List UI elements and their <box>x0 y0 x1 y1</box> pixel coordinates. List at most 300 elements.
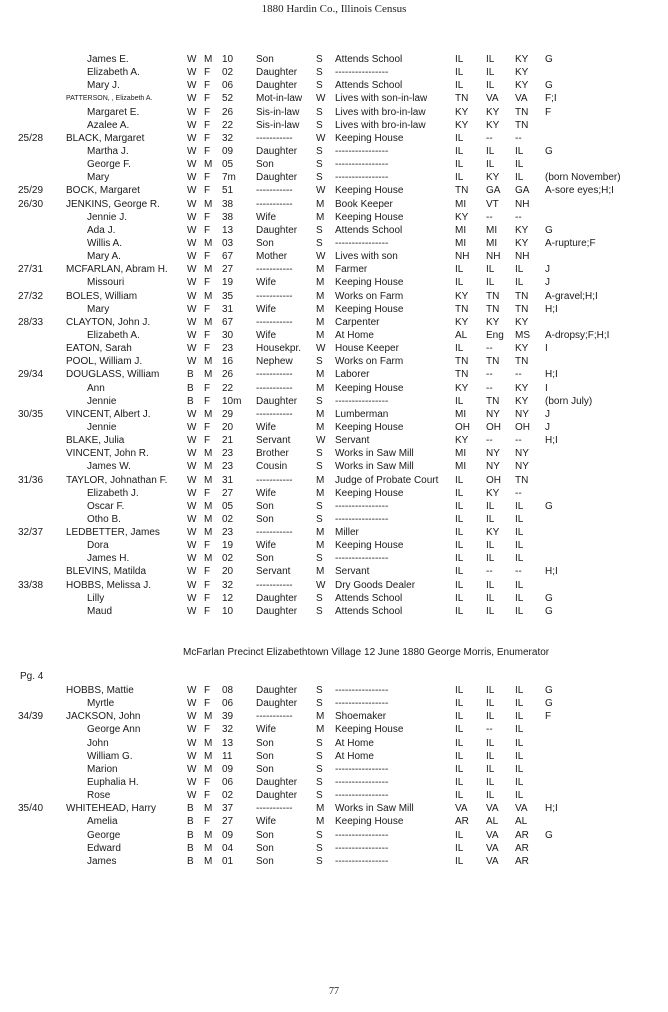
birthplace: MI <box>455 224 467 236</box>
mother-birthplace: KY <box>515 395 529 407</box>
household-number: 34/39 <box>18 711 44 723</box>
father-birthplace: -- <box>486 211 493 223</box>
father-birthplace: MI <box>486 237 498 249</box>
sex: M <box>204 829 213 841</box>
sex: M <box>204 159 213 171</box>
race: W <box>187 316 197 328</box>
census-row <box>0 316 668 329</box>
father-birthplace: -- <box>486 435 493 447</box>
father-birthplace: IL <box>486 159 495 171</box>
person-name: HOBBS, Mattie <box>66 685 134 696</box>
mother-birthplace: -- <box>515 566 522 578</box>
notes: G <box>545 698 553 710</box>
marital-status: M <box>316 369 325 381</box>
age: 22 <box>222 382 234 394</box>
age: 05 <box>222 500 234 512</box>
page-label: Pg. 4 <box>20 671 44 682</box>
occupation: Keeping House <box>335 382 404 394</box>
marital-status: W <box>316 343 326 355</box>
person-name: James <box>87 855 117 867</box>
age: 02 <box>222 790 234 802</box>
marital-status: M <box>316 487 325 499</box>
notes: H;I <box>545 435 558 447</box>
father-birthplace: TN <box>486 290 500 302</box>
father-birthplace: IL <box>486 605 495 617</box>
marital-status: M <box>316 566 325 578</box>
sex: F <box>204 106 211 118</box>
notes: H;I <box>545 369 558 381</box>
age: 29 <box>222 408 234 420</box>
age: 23 <box>222 461 234 473</box>
birthplace: IL <box>455 132 464 144</box>
father-birthplace: IL <box>486 513 495 525</box>
race: W <box>187 592 197 604</box>
age: 13 <box>222 224 234 236</box>
occupation: Keeping House <box>335 487 404 499</box>
occupation: ---------------- <box>335 500 389 512</box>
race: W <box>187 763 197 775</box>
marital-status: S <box>316 145 323 157</box>
race: W <box>187 237 197 249</box>
sex: F <box>204 343 211 355</box>
occupation: Lives with bro-in-law <box>335 106 426 118</box>
age: 52 <box>222 93 234 105</box>
sex: M <box>204 763 213 775</box>
marital-status: S <box>316 605 323 617</box>
mother-birthplace: IL <box>515 685 524 696</box>
age: 02 <box>222 67 234 79</box>
age: 10 <box>222 605 234 617</box>
census-row <box>0 395 668 408</box>
mother-birthplace: TN <box>515 303 529 315</box>
census-row <box>0 263 668 276</box>
marital-status: S <box>316 500 323 512</box>
relationship: Mot-in-law <box>256 93 303 105</box>
father-birthplace: VT <box>486 198 499 210</box>
census-row <box>0 303 668 316</box>
marital-status: S <box>316 237 323 249</box>
occupation: Farmer <box>335 264 368 276</box>
marital-status: M <box>316 382 325 394</box>
birthplace: IL <box>455 855 464 867</box>
relationship: ----------- <box>256 803 293 815</box>
relationship: Daughter <box>256 67 298 79</box>
race: B <box>187 803 194 815</box>
age: 16 <box>222 356 234 368</box>
occupation: ---------------- <box>335 829 389 841</box>
mother-birthplace: IL <box>515 605 524 617</box>
marital-status: M <box>316 290 325 302</box>
mother-birthplace: KY <box>515 54 529 65</box>
age: 19 <box>222 540 234 552</box>
father-birthplace: KY <box>486 119 500 131</box>
census-row <box>0 513 668 526</box>
notes: G <box>545 685 553 696</box>
sex: M <box>204 474 213 486</box>
sex: M <box>204 711 213 723</box>
father-birthplace: IL <box>486 145 495 157</box>
birthplace: MI <box>455 237 467 249</box>
household-number: 27/32 <box>18 290 44 302</box>
birthplace: IL <box>455 842 464 854</box>
father-birthplace: IL <box>486 790 495 802</box>
occupation: Works on Farm <box>335 356 404 368</box>
person-name: George F. <box>87 159 131 171</box>
father-birthplace: IL <box>486 553 495 565</box>
race: B <box>187 369 194 381</box>
age: 23 <box>222 343 234 355</box>
census-row <box>0 342 668 355</box>
relationship: ----------- <box>256 264 293 276</box>
mother-birthplace: KY <box>515 224 529 236</box>
sex: M <box>204 290 213 302</box>
race: W <box>187 106 197 118</box>
birthplace: IL <box>455 67 464 79</box>
occupation: Attends School <box>335 54 403 65</box>
sex: F <box>204 395 211 407</box>
marital-status: W <box>316 132 326 144</box>
sex: F <box>204 435 211 447</box>
relationship: Wife <box>256 277 276 289</box>
census-row <box>0 526 668 539</box>
father-birthplace: VA <box>486 803 499 815</box>
relationship: Daughter <box>256 698 298 710</box>
mother-birthplace: IL <box>515 172 524 184</box>
sex: F <box>204 592 211 604</box>
sex: M <box>204 500 213 512</box>
race: W <box>187 605 197 617</box>
relationship: ----------- <box>256 185 293 197</box>
marital-status: W <box>316 185 326 197</box>
mother-birthplace: -- <box>515 435 522 447</box>
relationship: Daughter <box>256 605 298 617</box>
notes: J <box>545 264 550 276</box>
race: W <box>187 132 197 144</box>
relationship: Son <box>256 159 274 171</box>
census-row <box>0 750 668 763</box>
age: 09 <box>222 763 234 775</box>
birthplace: IL <box>455 343 464 355</box>
person-name: George <box>87 829 121 841</box>
sex: F <box>204 487 211 499</box>
birthplace: MI <box>455 461 467 473</box>
marital-status: M <box>316 527 325 539</box>
notes: (born July) <box>545 395 593 407</box>
sex: M <box>204 737 213 749</box>
occupation: ---------------- <box>335 685 389 696</box>
marital-status: M <box>316 474 325 486</box>
age: 20 <box>222 421 234 433</box>
sex: F <box>204 145 211 157</box>
birthplace: IL <box>455 513 464 525</box>
marital-status: M <box>316 816 325 828</box>
father-birthplace: GA <box>486 185 501 197</box>
census-row <box>0 66 668 79</box>
relationship: ----------- <box>256 579 293 591</box>
household-number: 33/38 <box>18 579 44 591</box>
birthplace: IL <box>455 685 464 696</box>
occupation: Dry Goods Dealer <box>335 579 416 591</box>
marital-status: S <box>316 356 323 368</box>
race: W <box>187 513 197 525</box>
person-name: WHITEHEAD, Harry <box>66 803 156 815</box>
father-birthplace: IL <box>486 776 495 788</box>
age: 32 <box>222 132 234 144</box>
occupation: Laborer <box>335 369 370 381</box>
notes: I <box>545 343 548 355</box>
notes: G <box>545 224 553 236</box>
person-name: BLEVINS, Matilda <box>66 566 147 578</box>
census-row <box>0 408 668 421</box>
father-birthplace: -- <box>486 382 493 394</box>
marital-status: S <box>316 67 323 79</box>
birthplace: IL <box>455 500 464 512</box>
notes: I <box>545 382 548 394</box>
race: B <box>187 855 194 867</box>
sex: M <box>204 316 213 328</box>
mother-birthplace: AL <box>515 816 528 828</box>
person-name: PATTERSON, , Elizabeth A. <box>66 95 153 103</box>
race: W <box>187 579 197 591</box>
mother-birthplace: MS <box>515 329 530 341</box>
sex: F <box>204 685 211 696</box>
occupation: ---------------- <box>335 172 389 184</box>
race: W <box>187 737 197 749</box>
marital-status: S <box>316 461 323 473</box>
father-birthplace: IL <box>486 540 495 552</box>
sex: M <box>204 237 213 249</box>
occupation: At Home <box>335 750 374 762</box>
person-name: EATON, Sarah <box>66 343 132 355</box>
marital-status: S <box>316 119 323 131</box>
birthplace: IL <box>455 724 464 736</box>
sex: M <box>204 408 213 420</box>
person-name: George Ann <box>87 724 141 736</box>
relationship: Son <box>256 829 274 841</box>
mother-birthplace: TN <box>515 106 529 118</box>
notes: A-gravel;H;I <box>545 290 598 302</box>
relationship: Son <box>256 750 274 762</box>
age: 51 <box>222 185 234 197</box>
marital-status: M <box>316 264 325 276</box>
age: 19 <box>222 277 234 289</box>
marital-status: S <box>316 776 323 788</box>
occupation: Keeping House <box>335 185 404 197</box>
marital-status: S <box>316 829 323 841</box>
person-name: POOL, William J. <box>66 356 143 368</box>
census-row <box>0 776 668 789</box>
occupation: Lives with son-in-law <box>335 93 428 105</box>
sex: F <box>204 790 211 802</box>
notes: G <box>545 145 553 157</box>
occupation: Attends School <box>335 592 403 604</box>
birthplace: KY <box>455 119 469 131</box>
mother-birthplace: NY <box>515 448 529 460</box>
person-name: MCFARLAN, Abram H. <box>66 264 168 276</box>
occupation: ---------------- <box>335 145 389 157</box>
occupation: ---------------- <box>335 67 389 79</box>
race: W <box>187 540 197 552</box>
person-name: Lilly <box>87 592 105 604</box>
age: 27 <box>222 816 234 828</box>
census-row <box>0 290 668 303</box>
marital-status: M <box>316 421 325 433</box>
father-birthplace: IL <box>486 67 495 79</box>
census-row <box>0 224 668 237</box>
marital-status: S <box>316 842 323 854</box>
father-birthplace: IL <box>486 579 495 591</box>
mother-birthplace: TN <box>515 119 529 131</box>
sex: M <box>204 855 213 867</box>
census-row <box>0 132 668 145</box>
age: 35 <box>222 290 234 302</box>
father-birthplace: VA <box>486 855 499 867</box>
father-birthplace: KY <box>486 172 500 184</box>
occupation: At Home <box>335 737 374 749</box>
sex: F <box>204 724 211 736</box>
relationship: Daughter <box>256 224 298 236</box>
occupation: Attends School <box>335 224 403 236</box>
relationship: ----------- <box>256 290 293 302</box>
notes: A-sore eyes;H;I <box>545 185 614 197</box>
relationship: Wife <box>256 487 276 499</box>
mother-birthplace: NH <box>515 198 530 210</box>
relationship: Daughter <box>256 145 298 157</box>
mother-birthplace: KY <box>515 316 529 328</box>
marital-status: W <box>316 435 326 447</box>
marital-status: W <box>316 579 326 591</box>
father-birthplace: IL <box>486 592 495 604</box>
census-row <box>0 198 668 211</box>
relationship: Son <box>256 237 274 249</box>
person-name: JENKINS, George R. <box>66 198 160 210</box>
race: W <box>187 290 197 302</box>
census-row <box>0 92 668 105</box>
mother-birthplace: KY <box>515 343 529 355</box>
father-birthplace: -- <box>486 343 493 355</box>
mother-birthplace: TN <box>515 356 529 368</box>
occupation: Lives with bro-in-law <box>335 119 426 131</box>
person-name: DOUGLASS, William <box>66 369 160 381</box>
census-row <box>0 434 668 447</box>
race: W <box>187 487 197 499</box>
marital-status: S <box>316 790 323 802</box>
father-birthplace: VA <box>486 829 499 841</box>
sex: M <box>204 527 213 539</box>
birthplace: IL <box>455 159 464 171</box>
relationship: Wife <box>256 540 276 552</box>
mother-birthplace: IL <box>515 763 524 775</box>
relationship: Wife <box>256 303 276 315</box>
household-number: 26/30 <box>18 198 44 210</box>
census-row <box>0 802 668 815</box>
relationship: ----------- <box>256 132 293 144</box>
mother-birthplace: IL <box>515 711 524 723</box>
sex: F <box>204 277 211 289</box>
census-row <box>0 500 668 513</box>
birthplace: IL <box>455 395 464 407</box>
marital-status: M <box>316 277 325 289</box>
relationship: Wife <box>256 211 276 223</box>
birthplace: IL <box>455 487 464 499</box>
household-number: 25/29 <box>18 185 44 197</box>
mother-birthplace: IL <box>515 724 524 736</box>
age: 10 <box>222 54 234 65</box>
father-birthplace: NY <box>486 448 500 460</box>
mother-birthplace: IL <box>515 145 524 157</box>
census-row <box>0 211 668 224</box>
age: 02 <box>222 513 234 525</box>
census-row <box>0 842 668 855</box>
birthplace: IL <box>455 277 464 289</box>
census-row <box>0 684 668 697</box>
census-row <box>0 158 668 171</box>
race: W <box>187 67 197 79</box>
father-birthplace: VA <box>486 842 499 854</box>
mother-birthplace: VA <box>515 803 528 815</box>
father-birthplace: KY <box>486 487 500 499</box>
person-name: William G. <box>87 750 133 762</box>
father-birthplace: MI <box>486 224 498 236</box>
sex: M <box>204 198 213 210</box>
relationship: Servant <box>256 566 291 578</box>
marital-status: S <box>316 395 323 407</box>
race: W <box>187 500 197 512</box>
notes: F;I <box>545 93 557 105</box>
age: 08 <box>222 685 234 696</box>
birthplace: IL <box>455 579 464 591</box>
notes: G <box>545 80 553 92</box>
occupation: Works on Farm <box>335 290 404 302</box>
person-name: Martha J. <box>87 145 129 157</box>
mother-birthplace: IL <box>515 776 524 788</box>
relationship: Cousin <box>256 461 288 473</box>
sex: M <box>204 553 213 565</box>
occupation: Works in Saw Mill <box>335 448 414 460</box>
birthplace: TN <box>455 303 469 315</box>
census-row <box>0 250 668 263</box>
sex: F <box>204 132 211 144</box>
occupation: Miller <box>335 527 359 539</box>
age: 32 <box>222 579 234 591</box>
section-header: McFarlan Precinct Elizabethtown Village 12 June 1880 George Morris, Enumerator <box>183 647 550 658</box>
person-name: VINCENT, John R. <box>66 448 149 460</box>
census-row <box>0 815 668 828</box>
mother-birthplace: AR <box>515 842 529 854</box>
sex: F <box>204 605 211 617</box>
notes: H;I <box>545 566 558 578</box>
race: W <box>187 461 197 473</box>
age: 38 <box>222 211 234 223</box>
age: 06 <box>222 80 234 92</box>
notes: F <box>545 106 552 118</box>
mother-birthplace: -- <box>515 369 522 381</box>
relationship: Daughter <box>256 790 298 802</box>
relationship: ----------- <box>256 408 293 420</box>
age: 01 <box>222 855 234 867</box>
father-birthplace: NH <box>486 251 501 263</box>
census-row <box>0 710 668 723</box>
marital-status: M <box>316 198 325 210</box>
marital-status: M <box>316 316 325 328</box>
household-number: 35/40 <box>18 803 44 815</box>
age: 10m <box>222 395 242 407</box>
sex: M <box>204 448 213 460</box>
notes: J <box>545 408 550 420</box>
person-name: John <box>87 737 109 749</box>
person-name: BOCK, Margaret <box>66 185 140 197</box>
occupation: Works in Saw Mill <box>335 803 414 815</box>
